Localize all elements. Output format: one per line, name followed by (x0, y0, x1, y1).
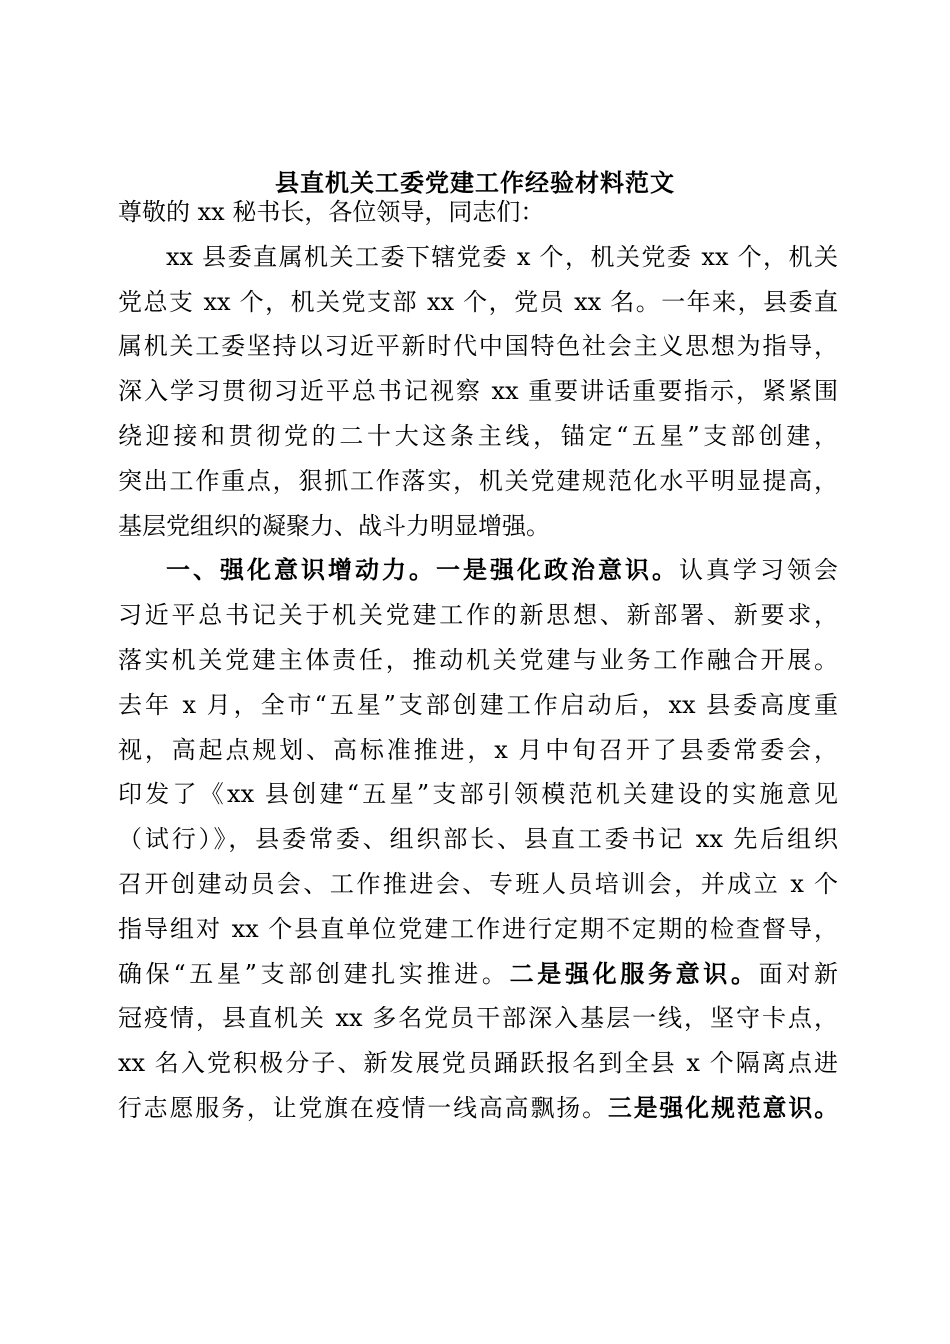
document-body (118, 190, 838, 1131)
text-line (118, 683, 838, 728)
text-line (118, 772, 838, 817)
text-line (118, 1041, 838, 1086)
text-line (118, 190, 838, 235)
text-segment: 去年 x 月，全市“五星”支部创建工作启动后，xx 县委高度重 (118, 690, 838, 719)
text-segment: 尊敬的 xx 秘书长，各位领导，同志们： (118, 198, 545, 226)
text-segment: 确保“五星”支部创建扎实推进。 (118, 959, 510, 988)
text-segment: 突出工作重点，狠抓工作落实，机关党建规范化水平明显提高， (118, 466, 838, 495)
text-line (118, 996, 838, 1041)
text-segment: 行志愿服务，让党旗在疫情一线高高飘扬。 (118, 1093, 608, 1122)
text-line (118, 504, 838, 549)
text-segment: 属机关工委坚持以习近平新时代中国特色社会主义思想为指导， (118, 332, 838, 361)
text-segment: 基层党组织的凝聚力、战斗力明显增强。 (118, 511, 550, 540)
text-line (118, 862, 838, 907)
text-line (118, 593, 838, 638)
text-line (118, 369, 838, 414)
text-segment: 习近平总书记关于机关党建工作的新思想、新部署、新要求， (118, 601, 838, 630)
text-segment: 面对新 (758, 959, 838, 988)
text-line (118, 280, 838, 325)
text-segment: 召开创建动员会、工作推进会、专班人员培训会，并成立 x 个 (118, 869, 838, 898)
text-segment: 印发了《xx 县创建“五星”支部引领模范机关建设的实施意见 (118, 780, 838, 809)
text-segment: （试行）》，县委常委、组织部长、县直工委书记 xx 先后组织 (118, 825, 838, 854)
bold-text-segment: 一、强化意识增动力。一是强化政治意识。 (166, 555, 679, 585)
text-segment: 指导组对 xx 个县直单位党建工作进行定期不定期的检查督导， (118, 914, 838, 943)
text-segment: 落实机关党建主体责任，推动机关党建与业务工作融合开展。 (118, 645, 838, 674)
text-segment: 认真学习领会 (679, 556, 838, 585)
text-segment: 党总支 xx 个，机关党支部 xx 个，党员 xx 名。一年来，县委直 (118, 287, 838, 316)
text-line (118, 459, 838, 504)
text-segment: 视，高起点规划、高标准推进，x 月中旬召开了县委常委会， (118, 735, 838, 764)
text-line (118, 235, 838, 280)
bold-text-segment: 二是强化服务意识。 (509, 958, 759, 988)
text-segment: 冠疫情，县直机关 xx 多名党员干部深入基层一线，坚守卡点， (118, 1004, 838, 1033)
text-line (118, 907, 838, 952)
text-line (118, 1086, 838, 1131)
text-line (118, 414, 838, 459)
text-line (118, 548, 838, 593)
text-segment: xx 名入党积极分子、新发展党员踊跃报名到全县 x 个隔离点进 (118, 1049, 838, 1078)
bold-text-segment: 三是强化规范意识。 (607, 1093, 838, 1122)
text-segment: 深入学习贯彻习近平总书记视察 xx 重要讲话重要指示，紧紧围 (118, 377, 838, 406)
text-line (118, 728, 838, 773)
text-segment: 绕迎接和贯彻党的二十大这条主线，锚定“五星”支部创建， (118, 421, 838, 450)
text-segment: xx 县委直属机关工委下辖党委 x 个，机关党委 xx 个，机关 (166, 242, 838, 271)
text-line (118, 817, 838, 862)
text-line (118, 324, 838, 369)
text-line (118, 638, 838, 683)
text-line (118, 952, 838, 997)
document-title: 县直机关工委党建工作经验材料范文 (275, 168, 675, 197)
